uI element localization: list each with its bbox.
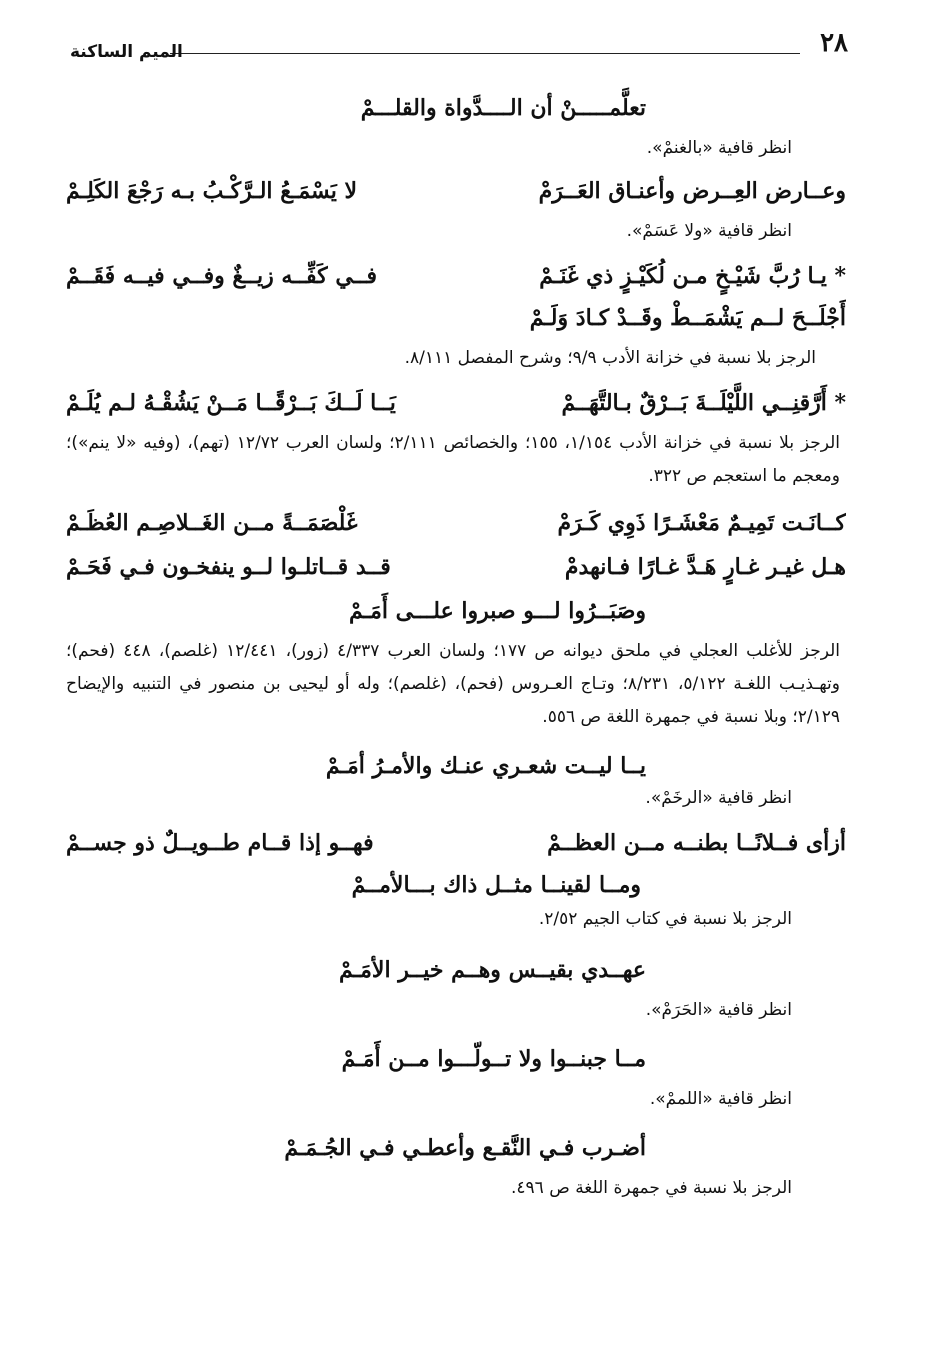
verse-hemistich-1: كــانَـت تَمِيـمٌ مَعْشَـرًا ذَوِي كَـرَمْ — [557, 510, 846, 536]
verse-line — [66, 252, 846, 300]
verse-line — [66, 379, 846, 427]
verse-line — [66, 946, 846, 994]
verse-line — [66, 1124, 846, 1172]
note: انظر قافية «الرخَمْ». — [645, 788, 792, 808]
page-number: ٢٨ — [820, 28, 848, 58]
verse-hemistich-2: قــد قــاتلـوا لــو ينفخـون فـي فَحَـمْ — [66, 554, 391, 580]
verse-hemistich-2: فهــو إذا قــام طــويــلٌ ذو جســمْ — [66, 830, 374, 856]
verse-hemistich-2: لا يَسْمَـعُ الـرَّكْـبُ بـه رَجْعَ الكَلِـمْ — [66, 178, 358, 204]
note: الرجز للأغلب العجلي في ملحق ديوانه ص ١٧٧؛ ولسان العرب ٤/٣٣٧ (زور)، ١٢/٤٤١ (غلصم)، ٤٤٨ (فحم)؛ وتهـذيـب اللغـة ٥/١٢٢، ٨/٢٣١؛ وتـاج العـروس (فحم)، (غلصم)؛ وله أو ليحيى بن منصور في التنبيه والإيضاح ٢/١٢٩؛ وبلا نسبة في جمهرة اللغة ص ٥٥٦. — [66, 641, 841, 727]
note: انظر قافية «ولا عَسَمْ». — [626, 221, 792, 241]
verse-line — [66, 587, 846, 635]
verse-line — [66, 543, 846, 591]
verse-hemistich-2: غَلْصَمَــةً مــن الغَــلاصِـم العُظَـمْ — [66, 510, 358, 536]
verse-text: أضـرب فـي النَّقـع وأعطـي فـي الجُـمَـمْ — [284, 1135, 646, 1161]
verse-text: عهــدي بقيــس وهــم خيــر الأمَـمْ — [339, 957, 646, 983]
note: الرجز بلا نسبة في خزانة الأدب ١/١٥٤، ١٥٥؛ والخصائص ٢/١١١؛ ولسان العرب ١٢/٧٢ (تهم)، (وفيه «لا ينم»)؛ ومعجم ما استعجم ص ٣٢٢. — [66, 433, 841, 486]
note: الرجز بلا نسبة في جمهرة اللغة ص ٤٩٦. — [511, 1178, 792, 1198]
verse-text: وصَبَــرُوا لـــو صبروا علـــى أَمَـمْ — [348, 598, 646, 624]
page-content — [66, 78, 846, 1205]
verse-line — [66, 499, 846, 547]
verse-hemistich-1: * أَرَّقنِــي اللَّيْلَــةَ بَــرْقٌ بـالتَّهَــمْ — [561, 390, 846, 416]
note: انظر قافية «الحَرَمْ». — [645, 1000, 792, 1020]
verse-hemistich-1: وعــارض العِــرض وأعنـاق العَــرَمْ — [538, 178, 846, 204]
verse-hemistich-2: فــي كَفِّــه زيــغٌ وفــي فيــه فَقَــمْ — [66, 263, 378, 289]
verse-hemistich-1: أَجْلَــحَ لــم يَشْمَــطْ وقَــدْ كـادَ وَلَـمْ — [529, 305, 846, 331]
verse-text: مــا جبنــوا ولا تــولّـــوا مــن أَمَـمْ — [341, 1046, 646, 1072]
verse-line — [66, 819, 846, 867]
header-rule — [170, 53, 800, 54]
verse-line — [66, 84, 846, 132]
verse-line — [66, 1035, 846, 1083]
verse-text: يــا ليــت شعـري عنـك والأمـرُ أمَـمْ — [325, 753, 646, 779]
verse-hemistich-1: هـل غيـر غـارٍ هَـدَّ غـارًا فـانهدمْ — [564, 554, 846, 580]
verse-text: ومــا لقينــا مثــل ذاك بـــالأمــمْ — [351, 872, 641, 898]
verse-hemistich-1: * يـا رُبَّ شَيْـخٍ مـن لُكَيْـزٍ ذي غَنَـمْ — [539, 263, 846, 289]
note: الرجز بلا نسبة في كتاب الجيم ٢/٥٢. — [538, 909, 792, 929]
verse-text: تعلَّمـــــنْ أن الــــدَّواة والقلـــمْ — [360, 95, 646, 121]
verse-hemistich-1: أزأى فــلانًــا بطنــه مــن العظــمْ — [547, 830, 846, 856]
verse-line — [66, 294, 846, 342]
note: انظر قافية «بالغنمْ». — [646, 138, 792, 158]
verse-line — [66, 861, 846, 909]
note: الرجز بلا نسبة في خزانة الأدب ٩/٩؛ وشرح المفصل ٨/١١١. — [404, 348, 816, 368]
verse-line — [66, 167, 846, 215]
note: انظر قافية «اللممْ». — [649, 1089, 792, 1109]
verse-hemistich-2: يَــا لَــكَ بَــرْقًــا مَــنْ يَشُقْـهُ لـم يُلَـمْ — [66, 390, 396, 416]
running-title: الميم الساكنة — [70, 42, 183, 62]
